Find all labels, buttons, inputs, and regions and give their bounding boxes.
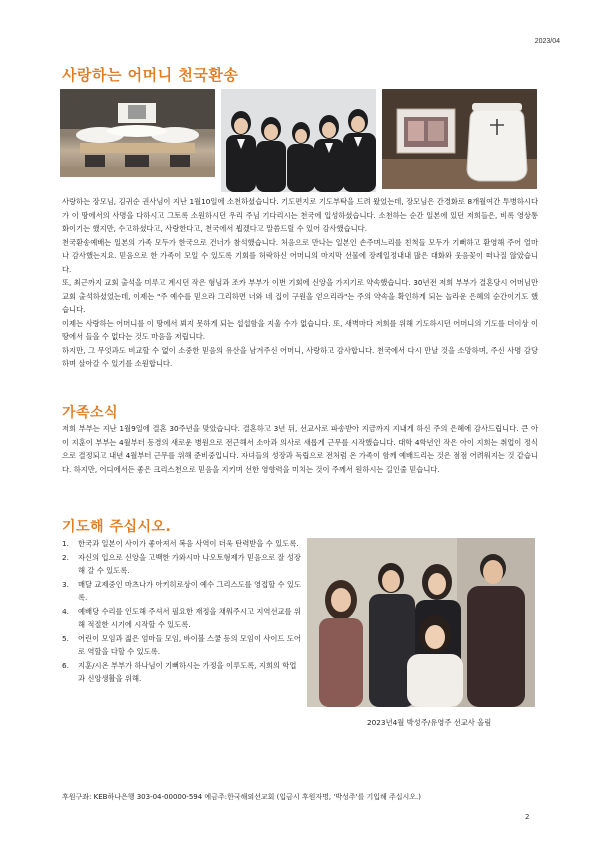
list-item: 4. 예배당 수리를 인도해 주셔서 필요한 재정을 채워주시고 지역선교를 위해 적절한 시기에 시작할 수 있도록. [62, 606, 301, 629]
paragraph: 이제는 사랑하는 어머니를 이 땅에서 뵈지 못하게 되는 섭섭함을 지울 수가 없습니다. 또, 새벽마다 저희를 위해 기도하시던 어머니의 기도를 더이상 이땅에서 들을 수 없다는 것도 마음을 저립니다. [62, 318, 538, 341]
paragraph: 하지만, 그 무엇과도 비교할 수 없이 소중한 믿음의 유산을 남겨주신 어머니, 사랑하고 감사합니다. 천국에서 다시 만날 것을 소망하며, 주신 사명 감당하며 살아갈 수 있기를 소원합니다. [62, 345, 538, 368]
memorial-urn-photo [382, 89, 537, 189]
family-portrait-photo [307, 538, 535, 707]
list-item: 5. 어린이 모임과 젊은 엄마들 모임, 바이블 스쿨 등의 모임이 사이드 도어로 역할을 다할 수 있도록. [62, 633, 301, 656]
list-item: 6. 지훈/시온 부부가 하나님이 기뻐하시는 가정을 이루도록, 지희의 학업과 신앙생활을 위해. [62, 660, 297, 683]
family-in-black-photo [221, 89, 376, 192]
page-date: 2023/04 [534, 38, 560, 45]
list-item: 3. 매달 교제중인 마츠나가 아키히로상이 예수 그리스도를 영접할 수 있도록. [62, 579, 301, 602]
funeral-altar-photo [60, 89, 215, 177]
page-number: 2 [525, 813, 530, 821]
section-family-news-body [62, 422, 538, 476]
signature-caption: 2023년4월 박성주/유영주 선교사 올림 [367, 718, 492, 727]
paragraph: 사랑하는 장모님, 김귀순 권사님이 지난 1월10일에 소천하셨습니다. 기도편지로 기도부탁을 드려 왔었는데, 장모님은 간경화로 8개월여간 투병하시다가 이 땅에서의 사명을 다하시고 그토록 소원하시던 우리 주님 기다리시는 천국에 입성하셨습니다. 소천하는 순간 일본에 있던 저희들은, 비록 영상통화이기는 했지만, 수고하셨다고, 사랑한다고, 천국에서 뵙겠다고 말씀드릴 수 있어 감사했습니다. [62, 197, 538, 233]
section-title-family-news: 가족소식 [62, 405, 119, 421]
list-item: 2. 자신의 입으로 신앙을 고백한 가와시마 나오토형제가 믿음으로 잘 성장해 갈 수 있도록. [62, 552, 301, 575]
section-farewell-body [62, 195, 538, 371]
list-item: 1. 한국과 일본이 사이가 좋아져서 복음 사역이 더욱 탄력받을 수 있도록. [62, 539, 299, 548]
section-title-farewell: 사랑하는 어머니 천국환송 [62, 66, 239, 84]
donation-account-footer: 후원구좌: KEB하나은행 303-04-00000-594 예금주:한국해외선교회 (입금시 후원자명, '박성주'를 기입해 주십시오.) [62, 793, 421, 801]
prayer-list [62, 537, 302, 686]
section-title-prayer: 기도해 주십시오. [62, 519, 172, 535]
paragraph: 또, 최근까지 교회 출석을 미루고 계시던 작은 형님과 조카 부부가 이번 기회에 신앙을 가지기로 약속했습니다. 30년전 저희 부부가 결혼당시 어머님만 교회 출석하셨었는데, 이제는 "주 예수를 믿으라 그리하면 너와 네 집이 구원을 얻으리라"는 주의 약속을 확인하게 되는 놀라운 은혜의 순간이기도 했습니다. [62, 278, 538, 314]
paragraph: 천국환송예배는 일본의 가족 모두가 한국으로 건너가 참석했습니다. 처음으로 만나는 일본인 손주며느리를 친척들 모두가 기뻐하고 환영해 주어 얼마나 감사했는지요. 믿음으로 한 가족이 모일 수 있도록 기회를 허락하신 어머니의 마지막 선물에 장례일정내내 많은 대화와 웃음꽃이 떠나질 않았습니다. [62, 237, 538, 274]
paragraph: 저희 부부는 지난 1월9일에 결혼 30주년을 맞았습니다. 결혼하고 3년 뒤, 선교사로 파송받아 지금까지 지내게 하신 주의 은혜에 감사드립니다. 큰 아이 지훈이 부부는 4월부터 동경의 새로운 병원으로 전근해서 소아과 의사로 새롭게 근무를 시작했습니다. 대학 4학년인 작은 아이 지희는 취업이 정식으로 결정되고 내년 4월부터 근무를 위해 준비중입니다. 자녀들의 성장과 독립으로 전처럼 온 가족이 함께 예배드리는 것은 점점 어려워지는 것 같습니다. 하지만, 어디에서든 좋은 크리스천으로 믿음을 지키며 선한 영향력을 미치는 것이 주께서 원하시는 길인줄 믿습니다. [62, 424, 538, 474]
